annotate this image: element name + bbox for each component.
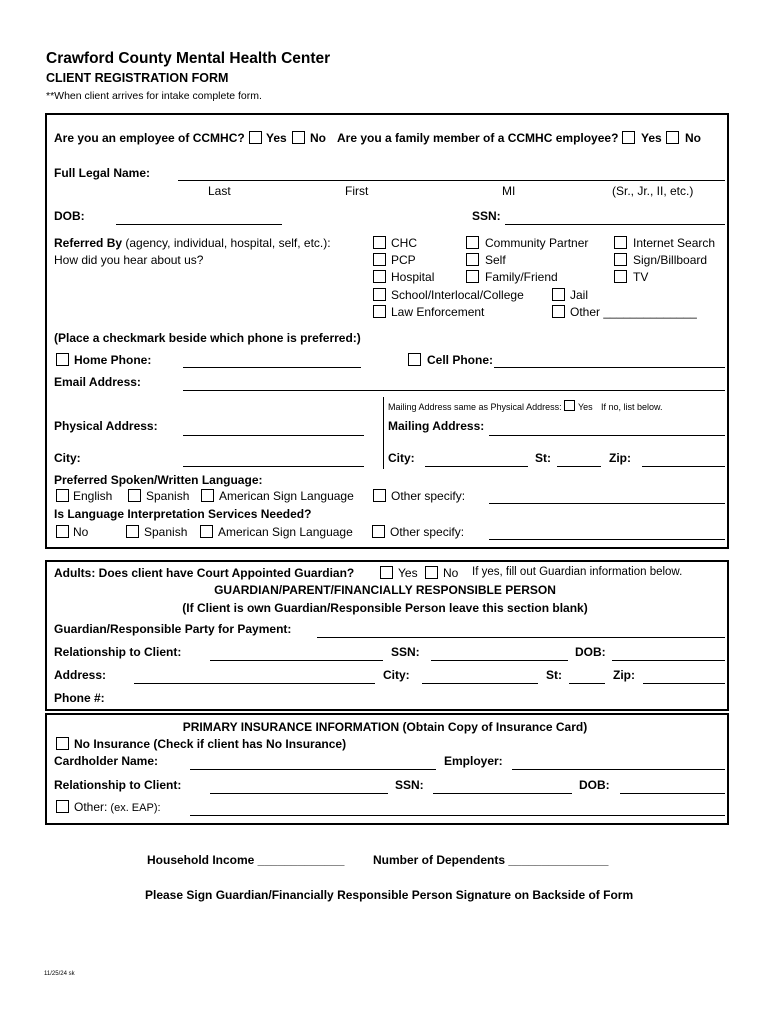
ref-school-checkbox[interactable] xyxy=(373,288,386,301)
lang-other-checkbox[interactable] xyxy=(373,489,386,502)
cardholder-line[interactable] xyxy=(190,769,436,770)
last-label: Last xyxy=(208,184,231,198)
mi-label: MI xyxy=(502,184,516,198)
other-insurance-example: (ex. EAP): xyxy=(107,802,161,814)
no-insurance-label: No Insurance (Check if client has No Insurance) xyxy=(74,737,347,751)
signature-note: Please Sign Guardian/Financially Responsible Person Signature on Backside of Form xyxy=(145,888,634,902)
cardholder-label: Cardholder Name: xyxy=(54,754,159,768)
family-yes-checkbox[interactable] xyxy=(622,131,635,144)
guardian-relationship-line[interactable] xyxy=(210,660,383,661)
ref-community-label: Community Partner xyxy=(485,236,589,250)
referred-by-detail: (agency, individual, hospital, self, etc.): xyxy=(122,236,331,250)
insurance-title: PRIMARY INSURANCE INFORMATION (Obtain Copy of Insurance Card) xyxy=(182,720,588,734)
employer-line[interactable] xyxy=(512,769,725,770)
ssn-label: SSN: xyxy=(472,209,501,223)
dob-label: DOB: xyxy=(54,209,85,223)
ref-law-checkbox[interactable] xyxy=(373,305,386,318)
lang-english-checkbox[interactable] xyxy=(56,489,69,502)
other-insurance-text: Other: xyxy=(74,800,108,814)
insurance-dob-label: DOB: xyxy=(579,778,610,792)
ref-other-label[interactable]: Other ______________ xyxy=(570,305,697,319)
mailing-city-line[interactable] xyxy=(425,466,528,467)
mailing-city-label: City: xyxy=(388,451,415,465)
interp-asl-checkbox[interactable] xyxy=(200,525,213,538)
referred-by-bold: Referred By xyxy=(54,236,123,250)
dob-line[interactable] xyxy=(116,224,282,225)
email-label: Email Address: xyxy=(54,375,141,389)
physical-address-label: Physical Address: xyxy=(54,419,158,433)
household-income-label: Household Income _____________ xyxy=(147,853,345,867)
interp-asl-label: American Sign Language xyxy=(218,525,353,539)
guardian-relationship-label: Relationship to Client: xyxy=(54,645,182,659)
mailing-st-label: St: xyxy=(535,451,551,465)
full-name-label: Full Legal Name: xyxy=(54,166,151,180)
city-line[interactable] xyxy=(183,466,364,467)
ref-pcp-checkbox[interactable] xyxy=(373,253,386,266)
guardian-zip-line[interactable] xyxy=(643,683,725,684)
intake-note: **When client arrives for intake complete form. xyxy=(46,90,262,102)
employee-no-checkbox[interactable] xyxy=(292,131,305,144)
interp-no-label: No xyxy=(73,525,89,539)
interp-other-label: Other specify: xyxy=(390,525,465,539)
lang-other-label: Other specify: xyxy=(391,489,466,503)
guardian-st-line[interactable] xyxy=(569,683,605,684)
guardian-subtitle: (If Client is own Guardian/Responsible Person leave this section blank) xyxy=(182,601,588,615)
phone-note: (Place a checkmark beside which phone is preferred:) xyxy=(54,331,361,345)
guardian-question: Adults: Does client have Court Appointed Guardian? xyxy=(54,566,355,580)
pref-lang-label: Preferred Spoken/Written Language: xyxy=(54,473,263,487)
ref-other-checkbox[interactable] xyxy=(552,305,565,318)
guardian-dob-label: DOB: xyxy=(575,645,606,659)
ssn-line[interactable] xyxy=(505,224,725,225)
ref-law-label: Law Enforcement xyxy=(391,305,485,319)
mailing-same-yes: Yes xyxy=(578,402,593,412)
ref-jail-label: Jail xyxy=(570,288,589,302)
ref-chc-label: CHC xyxy=(391,236,417,250)
guardian-no-checkbox[interactable] xyxy=(425,566,438,579)
mailing-divider xyxy=(383,397,384,469)
mailing-list-note: If no, list below. xyxy=(601,402,663,412)
insurance-dob-line[interactable] xyxy=(620,793,725,794)
lang-spanish-label: Spanish xyxy=(146,489,190,503)
guardian-city-line[interactable] xyxy=(422,683,538,684)
insurance-ssn-line[interactable] xyxy=(433,793,572,794)
guardian-yes-checkbox[interactable] xyxy=(380,566,393,579)
guardian-phone-label: Phone #: xyxy=(54,691,105,705)
guardian-st-label: St: xyxy=(546,668,562,682)
lang-asl-checkbox[interactable] xyxy=(201,489,214,502)
cell-phone-label: Cell Phone: xyxy=(427,353,494,367)
mailing-same-note: Mailing Address same as Physical Address: xyxy=(388,402,562,412)
interp-other-checkbox[interactable] xyxy=(372,525,385,538)
ref-family-checkbox[interactable] xyxy=(466,270,479,283)
ref-pcp-label: PCP xyxy=(391,253,416,267)
guardian-yes-label: Yes xyxy=(398,566,418,580)
org-name: Crawford County Mental Health Center xyxy=(46,50,331,67)
ref-self-label: Self xyxy=(485,253,506,267)
cell-phone-line[interactable] xyxy=(494,367,725,368)
dependents-label: Number of Dependents _______________ xyxy=(373,853,609,867)
ref-hospital-label: Hospital xyxy=(391,270,435,284)
ref-sign-label: Sign/Billboard xyxy=(633,253,708,267)
ref-chc-checkbox[interactable] xyxy=(373,236,386,249)
employee-yes-checkbox[interactable] xyxy=(249,131,262,144)
ref-tv-checkbox[interactable] xyxy=(614,270,627,283)
guardian-no-label: No xyxy=(443,566,459,580)
guardian-party-line[interactable] xyxy=(317,637,725,638)
ref-school-label: School/Interlocal/College xyxy=(391,288,524,302)
ref-internet-checkbox[interactable] xyxy=(614,236,627,249)
guardian-city-label: City: xyxy=(383,668,410,682)
referred-by-label xyxy=(54,236,331,250)
guardian-ssn-label: SSN: xyxy=(391,645,420,659)
mailing-zip-label: Zip: xyxy=(609,451,631,465)
lang-spanish-checkbox[interactable] xyxy=(128,489,141,502)
insurance-relationship-label: Relationship to Client: xyxy=(54,778,182,792)
insurance-relationship-line[interactable] xyxy=(210,793,388,794)
home-phone-checkbox[interactable] xyxy=(56,353,69,366)
employee-yes-label: Yes xyxy=(266,131,287,145)
email-line[interactable] xyxy=(183,390,725,391)
date-code: 11/25/24 sk xyxy=(44,971,75,977)
cell-phone-checkbox[interactable] xyxy=(408,353,421,366)
full-name-line[interactable] xyxy=(178,180,725,181)
interp-other-line[interactable] xyxy=(489,539,725,540)
guardian-party-label: Guardian/Responsible Party for Payment: xyxy=(54,622,292,636)
guardian-ssn-line[interactable] xyxy=(431,660,568,661)
interp-question: Is Language Interpretation Services Needed? xyxy=(54,507,312,521)
interp-no-checkbox[interactable] xyxy=(56,525,69,538)
home-phone-line[interactable] xyxy=(183,367,361,368)
home-phone-label: Home Phone: xyxy=(74,353,152,367)
guardian-address-line[interactable] xyxy=(134,683,375,684)
insurance-ssn-label: SSN: xyxy=(395,778,424,792)
suffix-label: (Sr., Jr., II, etc.) xyxy=(612,184,694,198)
employer-label: Employer: xyxy=(444,754,503,768)
interp-spanish-checkbox[interactable] xyxy=(126,525,139,538)
lang-asl-label: American Sign Language xyxy=(219,489,354,503)
lang-english-label: English xyxy=(73,489,113,503)
employee-question: Are you an employee of CCMHC? xyxy=(54,131,245,145)
ref-sign-checkbox[interactable] xyxy=(614,253,627,266)
ref-family-label: Family/Friend xyxy=(485,270,558,284)
guardian-dob-line[interactable] xyxy=(612,660,725,661)
family-yes-label: Yes xyxy=(641,131,662,145)
mailing-address-label: Mailing Address: xyxy=(388,419,485,433)
ref-tv-label: TV xyxy=(633,270,649,284)
form-title: CLIENT REGISTRATION FORM xyxy=(46,71,229,85)
ref-internet-label: Internet Search xyxy=(633,236,716,250)
guardian-title: GUARDIAN/PARENT/FINANCIALLY RESPONSIBLE PERSON xyxy=(214,583,556,597)
guardian-zip-label: Zip: xyxy=(613,668,635,682)
other-insurance-label xyxy=(74,800,161,814)
guardian-if-yes-note: If yes, fill out Guardian information below. xyxy=(472,566,683,578)
family-no-checkbox[interactable] xyxy=(666,131,679,144)
mailing-st-line[interactable] xyxy=(557,466,601,467)
interp-spanish-label: Spanish xyxy=(144,525,188,539)
ref-hospital-checkbox[interactable] xyxy=(373,270,386,283)
first-label: First xyxy=(345,184,369,198)
mailing-zip-line[interactable] xyxy=(642,466,725,467)
other-insurance-checkbox[interactable] xyxy=(56,800,69,813)
employee-no-label: No xyxy=(310,131,326,145)
mailing-same-checkbox[interactable] xyxy=(564,400,575,411)
physical-address-line[interactable] xyxy=(183,435,364,436)
how-hear-label: How did you hear about us? xyxy=(54,253,204,267)
lang-other-line[interactable] xyxy=(489,503,725,504)
no-insurance-checkbox[interactable] xyxy=(56,737,69,750)
other-insurance-line[interactable] xyxy=(190,815,725,816)
family-question: Are you a family member of a CCMHC employee? xyxy=(337,131,619,145)
ref-community-checkbox[interactable] xyxy=(466,236,479,249)
family-no-label: No xyxy=(685,131,701,145)
guardian-address-label: Address: xyxy=(54,668,107,682)
ref-jail-checkbox[interactable] xyxy=(552,288,565,301)
city-label: City: xyxy=(54,451,81,465)
mailing-address-line[interactable] xyxy=(489,435,725,436)
ref-self-checkbox[interactable] xyxy=(466,253,479,266)
